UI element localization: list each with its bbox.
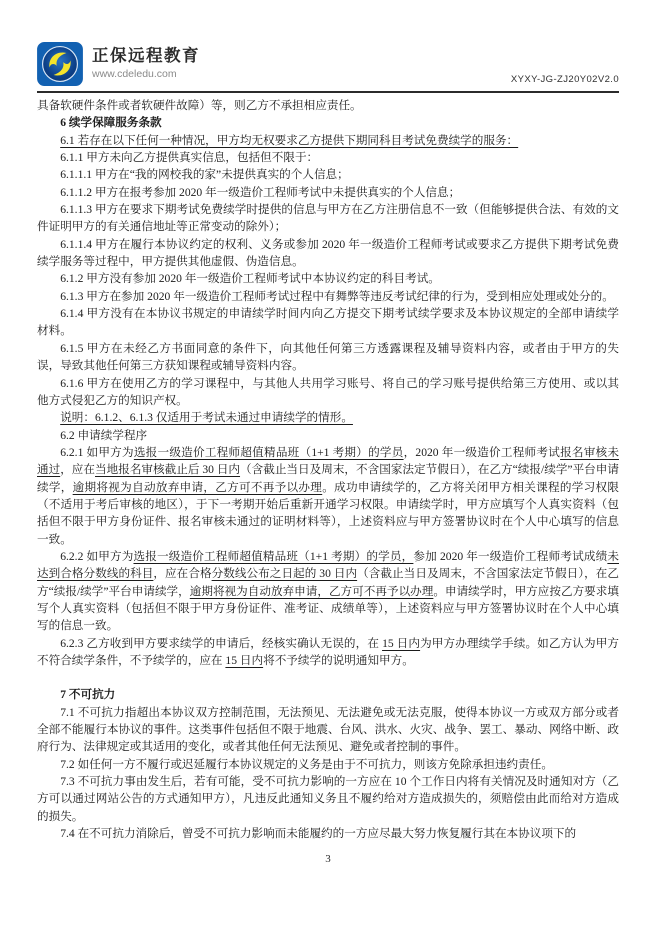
text-run: 6.1.6 甲方在使用乙方的学习课程中，与其他人共用学习账号、将自己的学习账号提供给第三方使用、或以其他方式侵犯乙方的知识产权。 [37, 376, 619, 407]
underlined-run: 报名审核未通过 [37, 445, 619, 477]
paragraph-clause-6-1-2 [37, 270, 619, 287]
paragraph-clause-6-1-1-4 [37, 236, 619, 271]
paragraph-note-6-1 [37, 409, 619, 426]
text-run: 6.1.5 甲方在未经乙方书面同意的条件下，向其他任何第三方透露课程及辅导资料内容，或者由于甲方的失误，导致其他任何第三方获知课程或辅导资料内容。 [37, 341, 619, 373]
paragraph-clause-6-1-1-3 [37, 201, 619, 236]
text-run: 7.3 不可抗力事由发生后，若有可能，受不可抗力影响的一方应在 10 个工作日内将有关情况及时通知对方（乙方可以通过网站公告的方式通知甲方），凡违反此通知义务且不履约给对方造成损失的，须赔偿由此而给对方造成的损失。 [37, 775, 619, 823]
page-footer [37, 853, 619, 865]
paragraph-section-7 [37, 686, 619, 703]
brand-block [37, 42, 200, 86]
text-run: 6.2.1 如甲方为 [60, 445, 134, 459]
paragraph-clause-7-2 [37, 756, 619, 773]
text-run: 将不予续学的说明通知甲方。 [263, 654, 414, 667]
cdel-logo-icon [37, 42, 83, 86]
text-run: （含截止当日及周末，不含国家法定节假日），在乙方“续报/续学”平台申请续学， [37, 567, 619, 598]
paragraph-clause-7-3 [37, 773, 619, 825]
text-run: 6.1.1 甲方未向乙方提供真实信息，包括但不限于： [60, 151, 319, 165]
paragraph-clause-6-1-4 [37, 305, 619, 340]
text-run: 具备软硬件条件或者软硬件故障）等，则乙方不承担相应责任。 [37, 99, 362, 112]
text-run: 。申请续学时，甲方应按乙方要求填写个人真实资料（包括但不限于甲方身份证件、准考证、成绩单等），上述资料应与甲方签署协议时在个人中心填写的信息一致。 [37, 584, 619, 633]
underlined-run: 选报一级造价工程师超值精品班（1+1 考期）的学员， [133, 549, 414, 563]
paragraph-clause-6-1-1-2 [37, 184, 619, 201]
brand-url: www.cdeledu.com [92, 68, 177, 81]
paragraph-clause-6-2-3 [37, 635, 619, 670]
brand-text [92, 47, 200, 80]
underlined-run: 15 日内 [382, 636, 421, 650]
paragraph-continuation [37, 97, 619, 114]
paragraph-clause-6-2-1 [37, 444, 619, 548]
text-run: 6.1.4 甲方没有在本协议书规定的申请续学时间内向乙方提交下期考试续学要求及本协议规定的全部申请续学材料。 [37, 307, 619, 338]
text-run: 7.2 如任何一方不履行或迟延履行本协议规定的义务是由于不可抗力，则该方免除承担违约责任。 [60, 757, 553, 771]
paragraph-clause-6-1-3 [37, 288, 619, 305]
text-run: ，2020 年一级造价工程师考试 [403, 445, 561, 459]
text-run: 为甲方办理续学手续。如乙方认为甲方不符合续学条件，不予续学的，应在 [37, 636, 619, 667]
underlined-run: 分数线公布之日起的 30 日内 [211, 567, 358, 581]
underlined-run: 选报一级造价工程师超值精品班（1+1 考期）的学员 [133, 445, 404, 459]
brand-title: 正保远程教育 [92, 47, 200, 66]
paragraph-clause-6-2-2 [37, 548, 619, 635]
text-run: 参加 2020 年一级造价工程师考试成绩 [413, 549, 608, 563]
text-run: ，应在合格 [153, 567, 212, 581]
paragraph-clause-6-1-6 [37, 375, 619, 410]
text-run: 6.2 申请续学程序 [60, 428, 148, 442]
text-run: 6.1.1.3 甲方在要求下期考试免费续学时提供的信息与甲方在乙方注册信息不一致（但能够提供合法、有效的文件证明甲方的有关通信地址等正常变动的除外）； [37, 203, 619, 234]
underlined-run: 逾期将视为自动放弃申请，乙方可不再予以办理 [72, 480, 323, 494]
text-run: 6.1.1.2 甲方在报考参加 2020 年一级造价工程师考试中未提供真实的个人信息； [60, 185, 461, 199]
page-number: 3 [325, 853, 331, 866]
paragraph-clause-6-1-5 [37, 340, 619, 375]
text-run: 。成功申请续学的，乙方将关闭甲方相关课程的学习权限（不适用于考后审核的地区），于下一考期开始后重新开通学习权限。申请续学时，甲方应填写个人真实资料（包括但不限于甲方身份证件、报名审核未通过的证明材料等），上述资料应与甲方签署协议时在个人中心填写的信息一致。 [37, 480, 619, 546]
text-run: 6.1.3 甲方在参加 2020 年一级造价工程师考试过程中有舞弊等违反考试纪律的行为，受到相应处理或处分的。 [60, 289, 614, 303]
paragraph-section-6 [37, 114, 619, 131]
underlined-run: 15 日内 [225, 654, 264, 667]
underlined-run: 说明：6.1.2、6.1.3 仅适用于考试未通过申请续学的情形。 [60, 411, 353, 425]
paragraph-clause-6-1-1-1 [37, 166, 619, 183]
paragraph-clause-7-1 [37, 704, 619, 756]
text-run: 6.2.3 乙方收到甲方要求续学的申请后，经核实确认无误的，在 [60, 636, 383, 650]
text-run: 6.1.1.1 甲方在“我的网校我的家”未提供真实的个人信息； [60, 168, 349, 182]
underlined-run: 6.1 若存在以下任何一种情况，甲方均无权要求乙方提供下期同科目考试免费续学的服务： [60, 133, 519, 147]
paragraph-clause-6-1-1 [37, 149, 619, 166]
underlined-run: 逾期将视为自动放弃申请，乙方可不再予以办理 [189, 584, 434, 598]
paragraph-clause-6-1 [37, 132, 619, 149]
text-run: （含截止当日及周末，不含国家法定节假日），在乙方“续报/续学”平台申请续学， [37, 463, 619, 494]
text-run: ，应在 [60, 463, 96, 477]
document-body [37, 93, 619, 842]
text-run: 6 续学保障服务条款 [60, 116, 162, 130]
text-run: 7.4 在不可抗力消除后，曾受不可抗力影响而未能履约的一方应尽最大努力恢复履行其在本协议项下的 [60, 827, 577, 841]
text-run: 7.1 不可抗力指超出本协议双方控制范围，无法预见、无法避免或无法克服，使得本协议一方或双方部分或者全部不能履行本协议的事件。这类事件包括但不限于地震、台风、洪水、火灾、战争、罢工、暴动、网络中断、政府行为、法律规定或其适用的变化，或者其他任何无法预见、避免或者控制的事件。 [37, 705, 619, 754]
text-run: 6.1.2 甲方没有参加 2020 年一级造价工程师考试中本协议约定的科目考试。 [60, 272, 440, 286]
page-header [37, 42, 619, 93]
paragraph-clause-6-2 [37, 427, 619, 444]
text-run: 7 不可抗力 [60, 688, 116, 702]
underlined-run: 当地报名审核截止后 30 日内 [95, 463, 241, 477]
underlined-run: 未达到合格分数线的科目 [37, 549, 619, 581]
text-run: 6.1.1.4 甲方在履行本协议约定的权利、义务或参加 2020 年一级造价工程师考试或要求乙方提供下期考试免费续学服务等过程中，甲方提供其他虚假、伪造信息。 [37, 237, 619, 269]
text-run: 6.2.2 如甲方为 [60, 549, 134, 563]
doc-code: XYXY-JG-ZJ20Y02V2.0 [510, 74, 619, 85]
paragraph-clause-7-4 [37, 825, 619, 842]
